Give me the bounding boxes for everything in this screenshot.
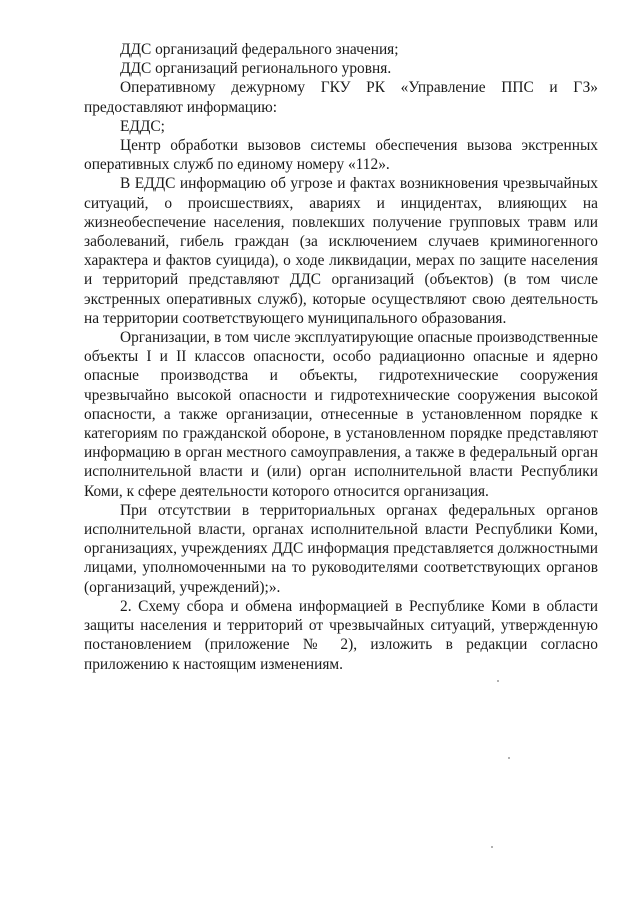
paragraph-call-center-112: Центр обработки вызовов системы обеспечения вызова экстренных оперативных служб по единому номеру «112». — [84, 137, 598, 174]
paragraph-item-2: 2. Схему сбора и обмена информацией в Республике Коми в области защиты населения и территорий от чрезвычайных ситуаций, утвержденную постановлением (приложение № 2), изложить в редакции согласно приложению к настоящим изменениям. — [84, 597, 598, 673]
paragraph-organizations: Организации, в том числе эксплуатирующие опасные производственные объекты I и II классов опасности, особо радиационно опасные и ядерно опасные производства и объекты, гидротехнические сооружения чрезвычайно высокой опасности и гидротехнические сооружения высокой опасности, а также организации, отнесенные в установленном порядке к категориям по гражданской обороне, в установленном порядке представляют информацию в орган местного самоуправления, а также в федеральный орган исполнительной власти и (или) орган исполнительной власти Республики Коми, к сфере деятельности которого относится организация. — [84, 329, 598, 500]
scan-speck — [497, 680, 499, 682]
paragraph-edds-information: В ЕДДС информацию об угрозе и фактах возникновения чрезвычайных ситуаций, о происшествиях, авариях и инцидентах, влияющих на жизнеобеспечение населения, повлекших получение групповых травм или заболеваний, гибель граждан (за исключением случаев криминогенного характера и фактов суицида), о ходе ликвидации, мерах по защите населения и территорий представляют ДДС организаций (объектов) (в том числе экстренных оперативных служб), которые осуществляют свою деятельность на территории соответствующего муниципального образования. — [84, 175, 598, 327]
paragraph-federal-dds: ДДС организаций федерального значения; — [120, 41, 399, 58]
paragraph-edds: ЕДДС; — [120, 117, 165, 135]
paragraph-regional-dds: ДДС организаций регионального уровня. — [120, 60, 392, 78]
scan-speck — [491, 846, 493, 848]
paragraph-absence-of-dds: При отсутствии в территориальных органах федеральных органов исполнительной власти, органах исполнительной власти Республики Коми, организациях, учреждениях ДДС информация представляется должностными лицами, уполномоченными на то руководителями соответствующих органов (организаций, учреждений);». — [84, 501, 598, 596]
scan-speck — [508, 757, 510, 759]
paragraph-operative-duty: Оперативному дежурному ГКУ РК «Управление ППС и ГЗ» предоставляют информацию: — [84, 79, 598, 116]
document-page — [84, 40, 598, 674]
